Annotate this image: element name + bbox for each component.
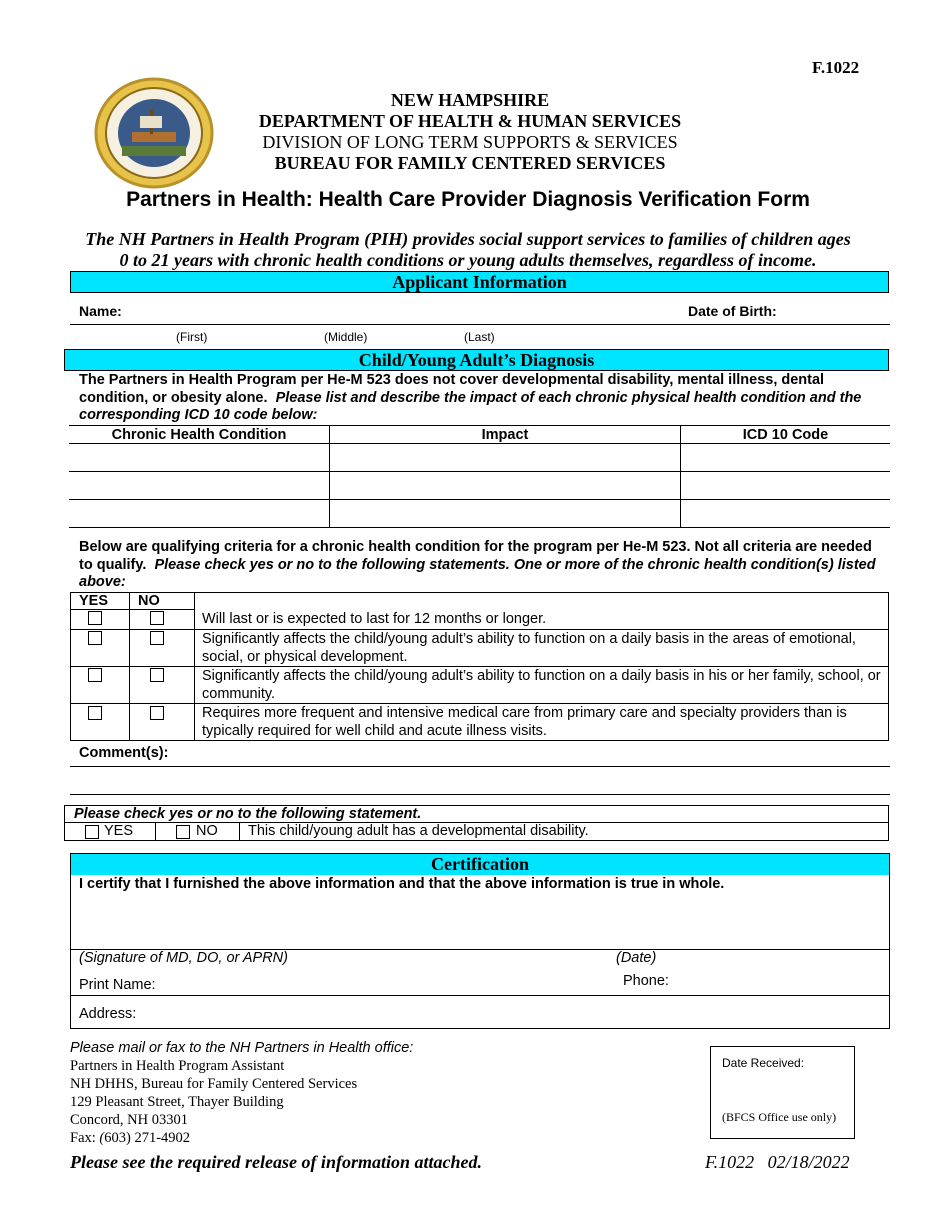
phone-label: Phone: — [623, 973, 669, 989]
mail-line-4: Concord, NH 03301 — [70, 1112, 189, 1128]
icd10-cell[interactable] — [681, 444, 891, 472]
icd10-cell[interactable] — [681, 500, 891, 528]
col-icd10: ICD 10 Code — [681, 426, 891, 444]
fax-number: Fax: (603) 271-4902 — [70, 1130, 191, 1146]
page-title: Partners in Health: Health Care Provider Diagnosis Verification Form — [126, 188, 810, 211]
dd-yes-label: YES — [104, 823, 134, 839]
middle-name-caption: (Middle) — [324, 330, 368, 344]
certification-heading: Certification — [71, 854, 889, 875]
first-name-caption: (First) — [176, 330, 208, 344]
form-number: F.1022 — [812, 58, 860, 77]
release-note: Please see the required release of information attached. — [70, 1152, 482, 1172]
certification-statement: I certify that I furnished the above information and that the above information is true in whole. — [79, 876, 725, 892]
office-use-label: (BFCS Office use only) — [722, 1110, 837, 1124]
table-row — [71, 667, 889, 704]
criteria-1-no-checkbox[interactable] — [150, 611, 164, 625]
header-line-department: DEPARTMENT OF HEALTH & HUMAN SERVICES — [258, 111, 682, 131]
table-row — [69, 472, 890, 500]
mail-line-1: Partners in Health Program Assistant — [70, 1058, 285, 1074]
condition-cell[interactable] — [69, 444, 330, 472]
col-chronic-condition: Chronic Health Condition — [69, 426, 330, 444]
criteria-2-no-checkbox[interactable] — [150, 631, 164, 645]
phone-field[interactable] — [678, 972, 883, 992]
comments-field[interactable] — [70, 766, 889, 794]
table-row — [71, 610, 889, 630]
dd-yes-checkbox[interactable] — [85, 825, 99, 839]
intro-line-1: The NH Partners in Health Program (PIH) provides social support services to families of children ages — [85, 229, 851, 249]
criteria-table — [70, 592, 889, 741]
mail-line-2: NH DHHS, Bureau for Family Centered Services — [70, 1076, 358, 1092]
mailing-address — [70, 1057, 357, 1147]
condition-cell[interactable] — [69, 500, 330, 528]
criteria-4-yes-checkbox[interactable] — [88, 706, 102, 720]
criteria-3-text: Significantly affects the child/young adult’s ability to function on a daily basis in his or her family, school, or community. — [195, 667, 889, 704]
date-received-label: Date Received: — [722, 1056, 805, 1070]
col-impact: Impact — [330, 426, 681, 444]
address-field[interactable] — [145, 1002, 883, 1024]
header-line-bureau: BUREAU FOR FAMILY CENTERED SERVICES — [274, 153, 666, 173]
impact-cell[interactable] — [330, 500, 681, 528]
criteria-2-text: Significantly affects the child/young adult’s ability to function on a daily basis in the areas of emotional, social, or physical development. — [195, 630, 889, 667]
no-column-header: NO — [130, 593, 195, 610]
name-field[interactable] — [125, 302, 675, 324]
yes-column-header: YES — [71, 593, 130, 610]
criteria-4-no-checkbox[interactable] — [150, 706, 164, 720]
dob-label: Date of Birth: — [688, 303, 777, 319]
applicant-info-heading: Applicant Information — [70, 271, 889, 293]
dd-no-label: NO — [196, 823, 218, 839]
condition-cell[interactable] — [69, 472, 330, 500]
intro-text — [40, 229, 896, 271]
table-row — [69, 500, 890, 528]
diagnosis-instructions-italic: Please list and describe the impact of each chronic physical health condition and the corresponding ICD 10 code below: — [79, 389, 862, 423]
impact-cell[interactable] — [330, 444, 681, 472]
icd10-cell[interactable] — [681, 472, 891, 500]
criteria-instructions-bold: Below are qualifying criteria for a chronic health condition for the program per He-M 523. Not all criteria are needed to qualify. — [79, 539, 872, 573]
table-row — [71, 704, 889, 741]
agency-header — [215, 90, 725, 174]
form-revision-date: F.1022 02/18/2022 — [705, 1152, 850, 1172]
office-use-box — [710, 1046, 855, 1139]
criteria-3-yes-checkbox[interactable] — [88, 668, 102, 682]
address-label: Address: — [79, 1006, 137, 1022]
mail-heading: Please mail or fax to the NH Partners in Health office: — [70, 1040, 414, 1056]
criteria-1-yes-checkbox[interactable] — [88, 611, 102, 625]
intro-line-2: 0 to 21 years with chronic health conditions or young adults themselves, regardless of income. — [119, 250, 817, 270]
header-line-division: DIVISION OF LONG TERM SUPPORTS & SERVICES — [262, 132, 678, 152]
mail-line-3: 129 Pleasant Street, Thayer Building — [70, 1094, 284, 1110]
date-label: (Date) — [616, 950, 657, 966]
comments-label: Comment(s): — [79, 745, 169, 761]
print-name-label: Print Name: — [79, 977, 156, 993]
last-name-caption: (Last) — [464, 330, 495, 344]
dob-field[interactable] — [782, 302, 887, 324]
diagnosis-instructions — [79, 372, 885, 425]
criteria-2-yes-checkbox[interactable] — [88, 631, 102, 645]
name-label: Name: — [79, 303, 122, 319]
dd-heading: Please check yes or no to the following statement. — [64, 805, 889, 823]
criteria-instructions-italic: Please check yes or no to the following statements. One or more of the chronic health condition(s) listed above: — [79, 556, 876, 590]
signature-label: (Signature of MD, DO, or APRN) — [79, 950, 288, 966]
header-line-state: NEW HAMPSHIRE — [390, 90, 550, 110]
table-row — [69, 444, 890, 472]
dd-statement: This child/young adult has a developmental disability. — [248, 823, 589, 839]
diagnosis-instructions-bold: The Partners in Health Program per He-M 523 does not cover developmental disability, mental illness, dental condition, or obesity alone. — [79, 372, 825, 406]
table-row — [71, 630, 889, 667]
diagnosis-table — [69, 425, 890, 528]
dd-no-checkbox[interactable] — [176, 825, 190, 839]
criteria-1-text: Will last or is expected to last for 12 months or longer. — [195, 610, 889, 630]
signature-field[interactable] — [75, 898, 885, 948]
criteria-3-no-checkbox[interactable] — [150, 668, 164, 682]
impact-cell[interactable] — [330, 472, 681, 500]
print-name-field[interactable] — [170, 974, 600, 994]
criteria-instructions — [79, 539, 885, 592]
criteria-4-text: Requires more frequent and intensive medical care from primary care and specialty providers than is typically required for well child and acute illness visits. — [195, 704, 889, 741]
diagnosis-heading: Child/Young Adult’s Diagnosis — [64, 349, 889, 371]
nh-state-seal — [92, 76, 216, 190]
